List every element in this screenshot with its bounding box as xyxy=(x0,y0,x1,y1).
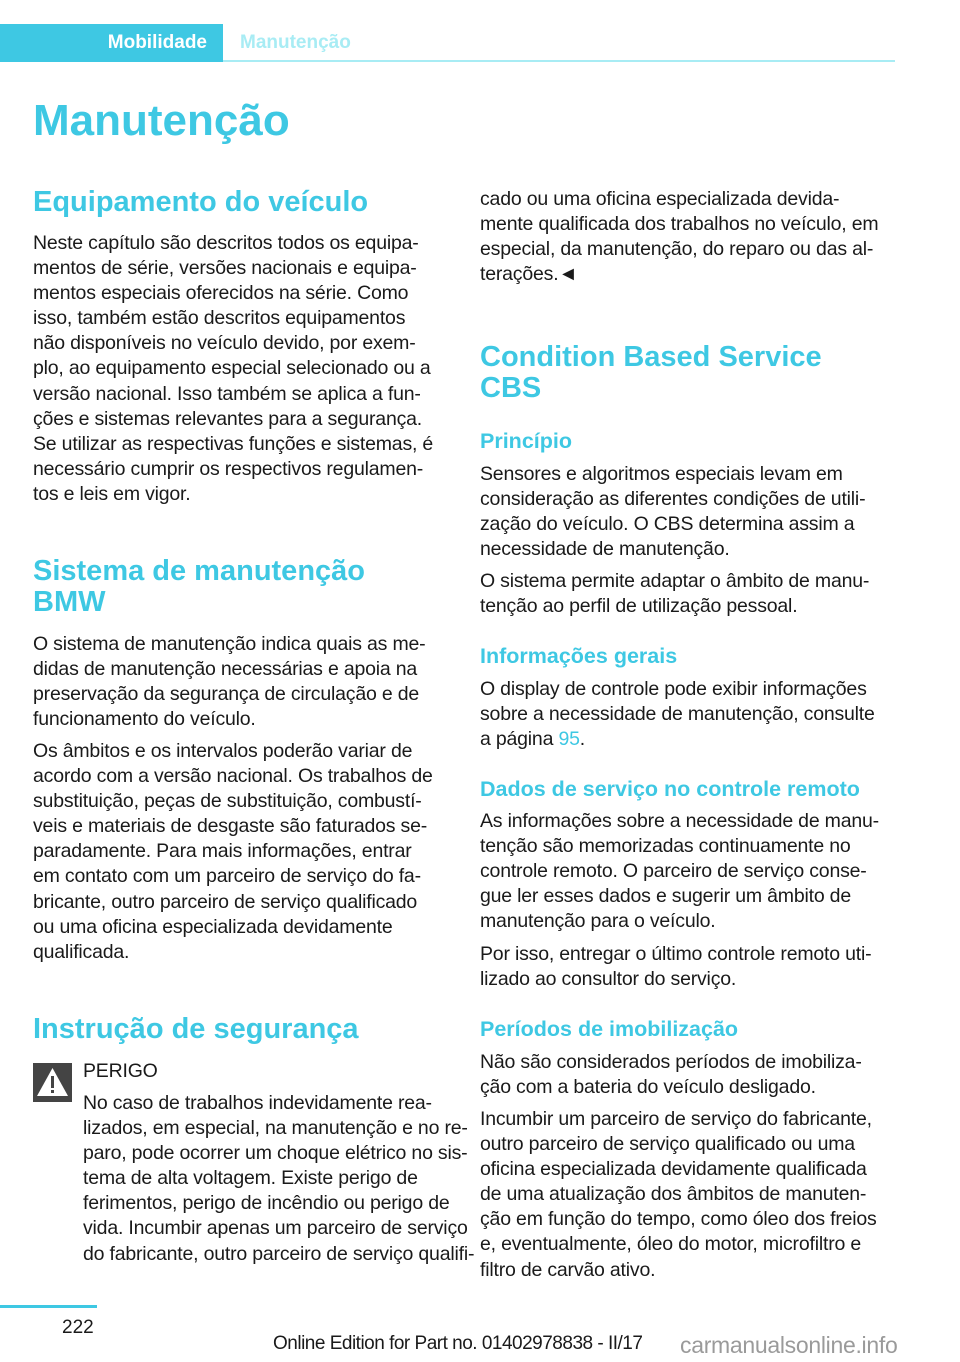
text-line: lizados, em especial, na manutenção e no re- xyxy=(83,1117,468,1140)
heading-cbs xyxy=(480,342,822,404)
text-line: isso, também estão descritos equipamentos xyxy=(33,307,406,330)
heading-sistema xyxy=(33,556,365,618)
warning-text-continued xyxy=(480,187,878,287)
paragraph-dados-2 xyxy=(480,942,871,992)
text-line: qualificada. xyxy=(33,940,130,963)
warning-triangle-icon xyxy=(33,1063,72,1102)
text-line: O sistema de manutenção indica quais as me- xyxy=(33,633,426,655)
text-line: mente qualificada dos trabalhos no veículo, em xyxy=(480,213,879,236)
warning-label: PERIGO xyxy=(83,1060,158,1082)
text-line: não disponíveis no veículo devido, por exem- xyxy=(33,332,416,355)
text-line: vida. Incumbir apenas um parceiro de serviço xyxy=(83,1217,468,1240)
text-line: Sistema de manutenção xyxy=(33,555,365,587)
page-title: Manutenção xyxy=(33,96,290,145)
text-line: lizado ao consultor do serviço. xyxy=(480,968,737,991)
text-line: No caso de trabalhos indevidamente rea- xyxy=(83,1092,432,1114)
tab-mobilidade-label: Mobilidade xyxy=(107,32,207,53)
text-line: mentos de série, versões nacionais e equipa- xyxy=(33,257,417,280)
text-line: ções e sistemas relevantes para a segurança. xyxy=(33,407,422,430)
text-line: Incumbir um parceiro de serviço do fabricante, xyxy=(480,1108,872,1130)
text-line: tenção são memorizadas continuamente no xyxy=(480,835,851,858)
text-line: BMW xyxy=(33,586,106,618)
text-line: mentos especiais oferecidos na série. Como xyxy=(33,282,409,305)
text-line: filtro de carvão ativo. xyxy=(480,1258,656,1281)
text-line: didas de manutenção necessárias e apoia na xyxy=(33,658,418,681)
text-line: terações.◄ xyxy=(480,263,578,286)
paragraph-equipamento xyxy=(33,231,433,507)
text-line: Não são considerados períodos de imobiliza- xyxy=(480,1051,862,1073)
text-line: bricante, outro parceiro de serviço qualificado xyxy=(33,890,418,913)
text-line: tema de alta voltagem. Existe perigo de xyxy=(83,1167,418,1190)
paragraph-periodos-1 xyxy=(480,1050,862,1100)
text-line: manutenção para o veículo. xyxy=(480,910,716,933)
info-text-last: a página xyxy=(480,728,559,751)
tab-manutencao[interactable]: Manutenção xyxy=(240,32,351,53)
text-line: plo, ao equipamento especial selecionado ou a xyxy=(33,357,431,380)
text-line: versão nacional. Isso também se aplica a fun- xyxy=(33,382,421,405)
paragraph-informacoes-lines xyxy=(480,677,875,727)
text-line: funcionamento do veículo. xyxy=(33,708,256,731)
page-number: 222 xyxy=(62,1317,94,1338)
text-line: gue ler esses dados e sugerir um âmbito de xyxy=(480,885,851,908)
text-line: tos e leis em vigor. xyxy=(33,482,191,505)
text-line: Neste capítulo são descritos todos os equipa- xyxy=(33,232,419,254)
paragraph-periodos-2 xyxy=(480,1107,877,1283)
info-text-end: . xyxy=(579,728,585,751)
text-line: acordo com a versão nacional. Os trabalhos de xyxy=(33,765,433,788)
text-line: cado ou uma oficina especializada devida- xyxy=(480,188,840,210)
text-line: e, eventualmente, óleo do motor, microfiltro e xyxy=(480,1233,862,1256)
text-line: Por isso, entregar o último controle remoto uti- xyxy=(480,943,872,965)
footer-divider xyxy=(0,1305,97,1308)
page-link-95[interactable]: 95 xyxy=(558,728,580,751)
text-line: controle remoto. O parceiro de serviço conse- xyxy=(480,860,867,883)
text-line: em contato com um parceiro de serviço do fa- xyxy=(33,865,421,888)
heading-principio: Princípio xyxy=(480,429,572,453)
text-line: outro parceiro de serviço qualificado ou uma xyxy=(480,1133,855,1156)
text-line: O display de controle pode exibir informações xyxy=(480,678,867,700)
paragraph-dados-1 xyxy=(480,809,879,934)
text-line: ção com a bateria do veículo desligado. xyxy=(480,1076,816,1099)
heading-periodos: Períodos de imobilização xyxy=(480,1017,739,1041)
text-line: veis e materiais de desgaste são faturados se- xyxy=(33,815,428,838)
text-line: paro, pode ocorrer um choque elétrico no sis- xyxy=(83,1142,468,1165)
text-line: especial, da manutenção, do reparo ou das al- xyxy=(480,238,874,261)
text-line: Sensores e algoritmos especiais levam em xyxy=(480,463,843,485)
edition-text: Online Edition for Part no. 01402978838 - II/17 xyxy=(273,1333,643,1354)
text-line: ou uma oficina especializada devidamente xyxy=(33,915,393,938)
paragraph-principio-1 xyxy=(480,462,865,562)
text-line: Condition Based Service xyxy=(480,341,822,373)
text-line: paradamente. Para mais informações, entrar xyxy=(33,840,412,863)
text-line: de uma atualização dos âmbitos de manuten- xyxy=(480,1183,867,1206)
tab-mobilidade[interactable] xyxy=(0,24,223,62)
text-line: sobre a necessidade de manutenção, consulte xyxy=(480,703,875,726)
heading-equipamento: Equipamento do veículo xyxy=(33,186,369,218)
header-divider xyxy=(223,60,895,62)
paragraph-sistema-1 xyxy=(33,632,425,732)
paragraph-informacoes xyxy=(480,677,875,752)
text-line: CBS xyxy=(480,372,542,404)
paragraph-sistema-2 xyxy=(33,739,433,965)
text-line: As informações sobre a necessidade de manu- xyxy=(480,810,879,832)
text-line: preservação da segurança de circulação e de xyxy=(33,683,419,706)
text-line: zação do veículo. O CBS determina assim a xyxy=(480,513,855,536)
text-line: substituição, peças de substituição, combustí- xyxy=(33,790,422,813)
heading-seguranca: Instrução de segurança xyxy=(33,1013,359,1045)
text-line: necessidade de manutenção. xyxy=(480,538,730,561)
text-line: ferimentos, perigo de incêndio ou perigo de xyxy=(83,1192,450,1215)
text-line: necessário cumprir os respectivos regulamen- xyxy=(33,457,424,480)
heading-dados: Dados de serviço no controle remoto xyxy=(480,777,860,801)
text-line: Os âmbitos e os intervalos poderão variar de xyxy=(33,740,413,762)
text-line: do fabricante, outro parceiro de serviço qualifi- xyxy=(83,1242,475,1265)
text-line: Se utilizar as respectivas funções e sistemas, é xyxy=(33,432,434,455)
text-line: ção em função do tempo, como óleo dos freios xyxy=(480,1208,877,1231)
text-line: consideração as diferentes condições de utili- xyxy=(480,488,866,511)
text-line: O sistema permite adaptar o âmbito de manu- xyxy=(480,570,870,592)
watermark: carmanualsonline.info xyxy=(680,1332,898,1358)
warning-text xyxy=(83,1091,474,1267)
heading-informacoes: Informações gerais xyxy=(480,644,678,668)
paragraph-principio-2 xyxy=(480,569,869,619)
text-line: tenção ao perfil de utilização pessoal. xyxy=(480,595,798,618)
text-line: oficina especializada devidamente qualificada xyxy=(480,1158,867,1181)
